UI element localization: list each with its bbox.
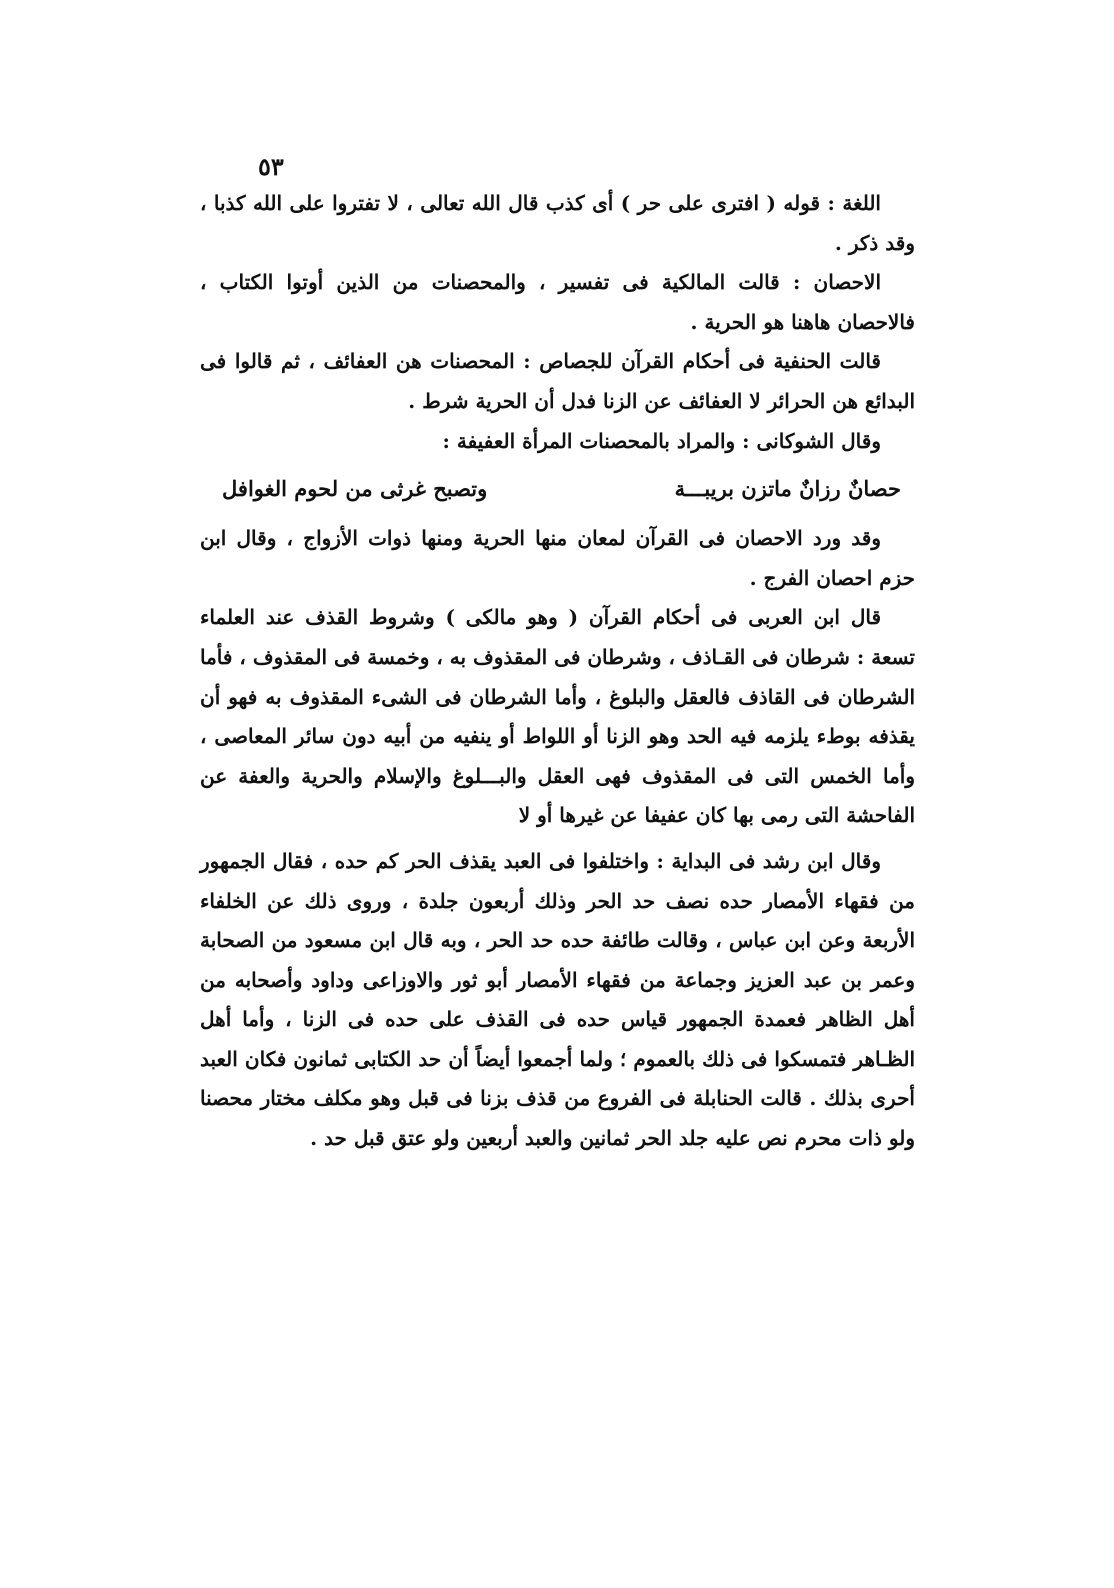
page-number: ٥٣: [258, 152, 284, 181]
paragraph-lugha: اللغة : قوله ( افترى على حر ) أى كذب قال الله تعالى ، لا تفتروا على الله كذبا ، وقد ذكر .: [200, 191, 915, 255]
poetry-verse: [200, 469, 915, 509]
paragraph-hanafiya: قالت الحنفية فى أحكام القرآن للجصاص : المحصنات هن العفائف ، ثم قالوا فى البدائع هن الحرائر لا العفائف عن الزنا فدل أن الحرية شرط .: [200, 349, 915, 413]
paragraph-ihsan-meanings: وقد ورد الاحصان فى القرآن لمعان منها الحرية ومنها ذوات الأزواج ، وقال ابن حزم احصان الفرج .: [200, 526, 915, 590]
paragraph-shawkani: وقال الشوكانى : والمراد بالمحصنات المرأة العفيفة :: [442, 428, 881, 453]
paragraph-ibn-arabi: قال ابن العربى فى أحكام القرآن ( وهو مالكى ) وشروط القذف عند العلماء تسعة : شرطان فى القـاذف ، وشرطان فى المقذوف به ، وخمسة فى المقذوف ، فأما الشرطان فى القاذف فالعقل والبلوغ ، وأما الشرطان فى الشىء المقذوف به فهو أن يقذفه بوطء يلزمه فيه الحد وهو الزنا أو اللواط أو ينفيه من أبيه دون سائر المعاصى ، وأما الخمس التى فى المقذوف فهى العقل والبـــلوغ والإسلام والحرية والعفة عن الفاحشة التى رمى بها كان عفيفا عن غيرها أو لا: [200, 605, 915, 828]
body-text: [200, 184, 915, 1159]
verse-first-hemistich: حصانٌ رزانٌ ماتزن بريبـــة: [674, 476, 901, 502]
verse-second-hemistich: وتصبح غرثى من لحوم الغوافل: [222, 476, 488, 502]
paragraph-ihsan-malikiya: الاحصان : قالت المالكية فى تفسير ، والمحصنات من الذين أوتوا الكتاب ، فالاحصان هاهنا هو الحرية .: [200, 270, 915, 334]
paragraph-ibn-rushd: وقال ابن رشد فى البداية : واختلفوا فى العبد يقذف الحر كم حده ، فقال الجمهور من فقهاء الأمصار حده نصف حد الحر وذلك أربعون جلدة ، وروى ذلك عن الخلفاء الأربعة وعن ابن عباس ، وقالت طائفة حده حد الحر ، وبه قال ابن مسعود من الصحابة وعمر بن عبد العزيز وجماعة من فقهاء الأمصار أبو ثور والاوزاعى وداود وأصحابه من أهل الظاهر فعمدة الجمهور قياس حده فى القذف على حده فى الزنا ، وأما أهل الظـاهر فتمسكوا فى ذلك بالعموم ؛ ولما أجمعوا أيضاً أن حد الكتابى ثمانون فكان العبد أحرى بذلك . قالت الحنابلة فى الفروع من قذف بزنا فى قبل وهو مكلف مختار محصنا ولو ذات محرم نص عليه جلد الحر ثمانين والعبد أربعين ولو عتق قبل حد .: [200, 848, 916, 1151]
